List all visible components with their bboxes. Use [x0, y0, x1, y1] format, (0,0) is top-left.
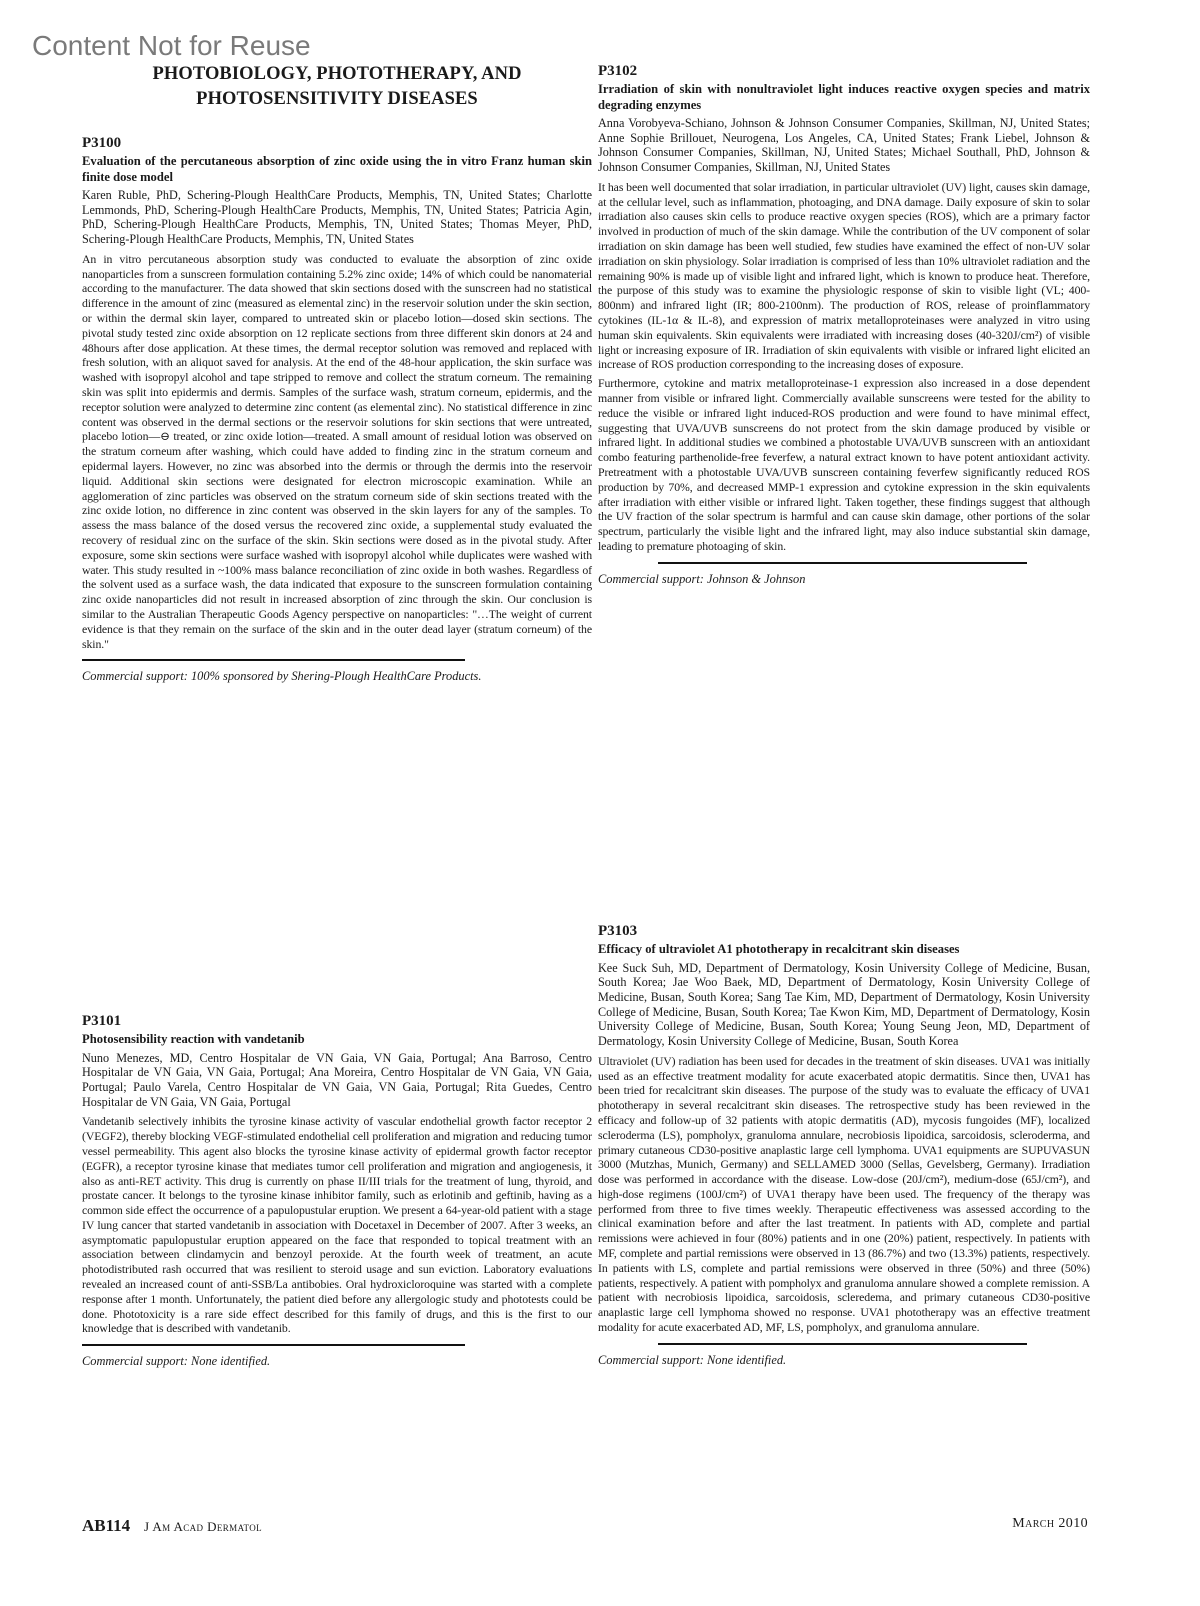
abstract-p3102: [598, 62, 1090, 587]
abstract-body: Ultraviolet (UV) radiation has been used for decades in the treatment of skin diseases. UVA1 was initially used as an effective treatment modality for acute exacerbated atopic dermatitis. Since then, UVA1 has been tried for recalcitrant skin diseases. The purpose of the study was to evaluate the efficacy of UVA1 phototherapy in several recalcitrant skin diseases. The retrospective study has been reviewed in the efficacy and follow-up of 32 patients with atopic dermatitis (AD), mycosis fungoides (MF), localized scleroderma (LS), pompholyx, granuloma annulare, necrobiosis lipoidica, sarcoidosis, scleroderma, and primary cutaneous CD30-positive anaplastic large cell lymphoma. UVA1 equipments are SUPUVASUN 3000 (Mutzhas, Munich, Germany) and SELLAMED 3000 (Sellas, Gevelsberg, Germany). Irradiation dose was performed in accordance with the disease. Low-dose (20J/cm²), medium-dose (65J/cm²), and high-dose regimens (100J/cm²) of UVA1 therapy have been used. The frequency of the therapy was performed from three to five times weekly. Therapeutic effectiveness was assessed according to the clinical examination before and after the last treatment. In patients with AD, complete and partial remissions were achieved in four (80%) patients and in one (20%) patient, respectively. In patients with MF, complete and partial remissions were observed in 13 (86.7%) and two (13.3%) patients, respectively. In patients with LS, complete and partial remissions were observed in three (50%) and three (50%) patients, respectively. A patient with pompholyx and granuloma annulare showed a complete remission. A patient with necrobiosis lipoidica, sarcoidosis, scleredema, and primary cutaneous CD30-positive anaplastic large cell lymphoma showed no response. UVA1 phototherapy was an effective treatment modality for acute exacerbated AD, MF, LS, pompholyx, and granuloma annulare.: [598, 1053, 1090, 1335]
abstract-id: P3101: [82, 1013, 122, 1029]
abstract-authors: Nuno Menezes, MD, Centro Hospitalar de VN Gaia, VN Gaia, Portugal; Ana Barroso, Centro Hospitalar de VN Gaia, VN Gaia, Portugal; Ana Moreira, Centro Hospitalar de VN Gaia, VN Gaia, Portugal; Paulo Varela, Centro Hospitalar de VN Gaia, VN Gaia, Portugal; Rita Guedes, Centro Hospitalar de VN Gaia, VN Gaia, Portugal: [82, 1050, 592, 1109]
abstract-authors: Kee Suck Suh, MD, Department of Dermatology, Kosin University College of Medicine, Busan, South Korea; Jae Woo Baek, MD, Department of Dermatology, Kosin University College of Medicine, Busan, South Korea; Sang Tae Kim, MD, Department of Dermatology, Kosin University College of Medicine, Busan, South Korea; Tae Kwon Kim, MD, Department of Dermatology, Kosin University College of Medicine, Busan, South Korea; Young Seung Jeon, MD, Department of Dermatology, Kosin University College of Medicine, Busan, South Korea: [598, 960, 1090, 1049]
abstract-p3100: [82, 134, 592, 684]
page-footer-left: [82, 1516, 262, 1536]
divider-rule: [82, 659, 465, 661]
commercial-support: Commercial support: None identified.: [598, 1352, 787, 1367]
divider-rule: [658, 1343, 1027, 1345]
abstract-title: Evaluation of the percutaneous absorption of zinc oxide using the in vitro Franz human skin finite dose model: [82, 154, 592, 184]
section-title-line2: PHOTOSENSITIVITY DISEASES: [196, 89, 478, 109]
left-column-top: [82, 62, 592, 684]
abstract-authors: Karen Ruble, PhD, Schering-Plough HealthCare Products, Memphis, TN, United States; Charlotte Lemmonds, PhD, Schering-Plough HealthCare Products, Memphis, TN, United States; Patricia Agin, PhD, Schering-Plough HealthCare Products, Memphis, TN, United States; Thomas Meyer, PhD, Schering-Plough HealthCare Products, Memphis, TN, United States: [82, 188, 592, 247]
journal-name: J Am Acad Dermatol: [143, 1519, 263, 1534]
issue-date: March 2010: [1012, 1516, 1088, 1531]
abstract-id: P3102: [598, 63, 638, 79]
divider-rule: [658, 562, 1027, 564]
abstract-id: P3103: [598, 923, 638, 939]
watermark: Content Not for Reuse: [32, 30, 311, 61]
commercial-support: Commercial support: Johnson & Johnson: [598, 571, 806, 586]
section-title-line1: PHOTOBIOLOGY, PHOTOTHERAPY, AND: [152, 64, 522, 84]
section-title: [82, 62, 592, 112]
page-number: AB114: [82, 1516, 131, 1535]
commercial-support: Commercial support: 100% sponsored by Shering-Plough HealthCare Products.: [82, 669, 482, 684]
abstract-title: Irradiation of skin with nonultraviolet light induces reactive oxygen species and matrix degrading enzymes: [598, 82, 1090, 112]
abstract-title: Photosensibility reaction with vandetanib: [82, 1032, 305, 1046]
abstract-id: P3100: [82, 135, 122, 151]
commercial-support: Commercial support: None identified.: [82, 1354, 271, 1369]
abstract-title: Efficacy of ultraviolet A1 phototherapy in recalcitrant skin diseases: [598, 942, 960, 956]
abstract-body: Vandetanib selectively inhibits the tyrosine kinase activity of vascular endothelial growth factor receptor 2 (VEGF2), thereby blocking VEGF-stimulated endothelial cell proliferation and migration and reducing tumor vessel permeability. This agent also blocks the tyrosine kinase activity of epidermal growth factor receptor (EGFR), a receptor tyrosine kinase that mediates tumor cell proliferation and migration and angiogenesis, it also as anti-RET activity. This drug is currently on phase II/III trials for the treatment of lung, thyroid, and prostate cancer. It belongs to the tyrosine kinase inhibitor family, such as erlotinib and geftinib, having as a common side effect the occurrence of a papulopustular eruption. We present a 64-year-old patient with a stage IV lung cancer that started vandetanib in association with Docetaxel in December of 2007. After 3 weeks, an asymptomatic papulopustular eruption appeared on the face that responded to topical treatment with an association between clindamycin and benzoyl peroxide. At the fourth week of treatment, an acute photodistributed rash occurred that was resilient to steroid usage and sun eviction. Laboratory evaluations revealed an increased count of anti-SSB/La antibobies. Oral hydroxicloroquine was started with a complete response after 1 month. Unfortunately, the patient died before any allergologic study and phototests could be done. Phototoxicity is a rare side effect described for this family of drugs, and this is the first to our knowledge that is described with vandetanib.: [82, 1114, 592, 1336]
divider-rule: [82, 1344, 465, 1346]
abstract-body-paragraph-2: Furthermore, cytokine and matrix metalloproteinase-1 expression also increased in a dose dependent manner from visible or infrared light. Commercially available sunscreens were tested for the ability to reduce the visible or infrared light induced-ROS production and were found to have minimal effect, suggesting that UVA/UVB sunscreens do not protect from the skin damage produced by visible or infrared light. In additional studies we combined a photostable UVA/UVB sunscreen with an antioxidant combo featuring parthenolide-free feverfew, a natural extract known to have potent antioxidant activity. Pretreatment with a photostable UVA/UVB sunscreen containing feverfew significantly reduced ROS production by 70%, and decreased MMP-1 expression and cytokine expression in the skin equivalents after irradiation with either visible or infrared light. Taken together, these findings suggest that although the UV fraction of the solar spectrum is harmful and can cause skin damage, other portions of the solar spectrum, particularly the visible light and the infrared light, may also induce substantial skin damage, leading to premature photoaging of skin.: [598, 376, 1090, 553]
abstract-body-paragraph-1: It has been well documented that solar irradiation, in particular ultraviolet (UV) light, causes skin damage, at the cellular level, such as inflammation, photoaging, and DNA damage. Daily exposure of skin to solar irradiation also causes skin cells to produce reactive oxygen species (ROS), which are a primary factor involved in production of much of the skin damage. While the contribution of the UV component of solar irradiation on skin damage has been well studied, few studies have examined the effect of non-UV solar irradiation on skin physiology. Solar irradiation is comprised of less than 10% ultraviolet radiation and the remaining 90% is made up of visible light and infrared light, which is known to produce heat. Therefore, the purpose of this study was to examine the physiologic response of skin to visible light (VL; 400-800nm) and infrared light (IR; 800-2100nm). The production of ROS, release of proinflammatory cytokines (IL-1α & IL-8), and expression of matrix metalloproteinases were analyzed in vitro using human skin equivalents. Skin equivalents were irradiated with increasing doses (40-320J/cm²) of visible light or increasing exposure of IR. Irradiation of skin equivalents with visible or infrared light elicited an increase of ROS production corresponding to the increasing doses of exposure.: [598, 179, 1090, 372]
abstract-p3101: [82, 1012, 592, 1369]
abstract-p3103: [598, 922, 1090, 1368]
abstract-body: An in vitro percutaneous absorption study was conducted to evaluate the absorption of zinc oxide nanoparticles from a sunscreen formulation containing 5.2% zinc oxide; 14% of which could be nanomaterial according to the manufacturer. The data showed that skin sections dosed with the sunscreen had no statistical difference in the amount of zinc (measured as elemental zinc) in the reservoir solution under the skin section, or within the dermal skin layer, compared to untreated skin or placebo lotion—dosed skin sections. The pivotal study tested zinc oxide absorption on 12 replicate sections from three different skin donors at 24 and 48hours after dose application. At these times, the dermal receptor solution was removed and replaced with fresh solution, with an aliquot saved for analysis. At the end of the 48-hour application, the skin surface was washed with isopropyl alcohol and tape stripped to remove and collect the stratum corneum. The remaining skin was split into epidermis and dermis. Samples of the surface wash, stratum corneum, epidermis, and the receptor solution were analyzed to determine zinc content (as elemental zinc). No statistical difference in zinc content was observed in the dermal sections or the reservoir solutions for skin sections that were untreated, placebo lotion—⊖ treated, or zinc oxide lotion—treated. A small amount of residual lotion was observed on the stratum corneum after washing, which could have added to finding zinc in the stratum corneum and epidermal layers. However, no zinc was absorbed into the dermis or through the dermis into the reservoir liquid. Additional skin sections were designated for electron microscopic examination. While an agglomeration of zinc particles was observed on the stratum corneum side of skin sections treated with the zinc oxide lotion, no difference in zinc content was observed in the skin layers for any of the samples. To assess the mass balance of the dosed versus the recovered zinc oxide, a supplemental study evaluated the recovery of residual zinc on the surface of the skin. Skin sections were dosed as in the pivotal study. After exposure, some skin sections were surface washed with isopropyl alcohol while duplicates were washed with water. This study resulted in ~100% mass balance reconciliation of zinc oxide in both washes. Regardless of the solvent used as a surface wash, the data indicated that exposure to the sunscreen formulation containing zinc oxide nanoparticles did not result in increased absorption of zinc through the skin. Our conclusion is similar to the Australian Therapeutic Goods Agency perspective on nanoparticles: "…The weight of current evidence is that they remain on the surface of the skin and in the outer dead layer (stratum corneum) of the skin.": [82, 251, 592, 651]
abstract-authors: Anna Vorobyeva-Schiano, Johnson & Johnson Consumer Companies, Skillman, NJ, United States; Anne Sophie Brillouet, Neurogena, Los Angeles, CA, United States; Frank Liebel, Johnson & Johnson Consumer Companies, Skillman, NJ, United States; Michael Southall, PhD, Johnson & Johnson Consumer Companies, Skillman, NJ, United States: [598, 116, 1090, 175]
